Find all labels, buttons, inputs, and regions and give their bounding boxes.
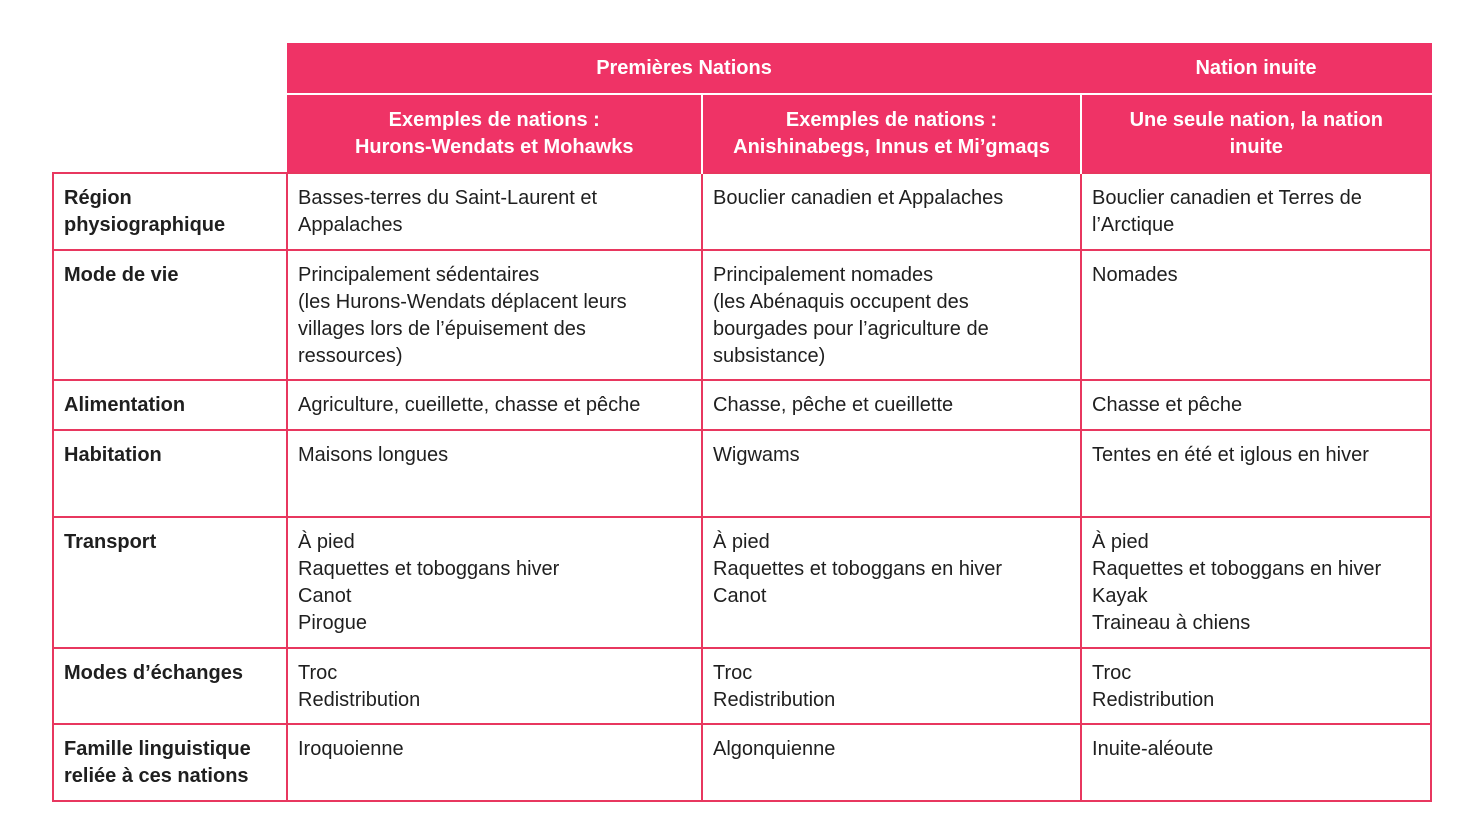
- row-label: Famille linguistique reliée à ces nations: [53, 724, 287, 801]
- table-cell: Troc Redistribution: [1081, 648, 1431, 724]
- table-cell: Basses-terres du Saint-Laurent et Appalaches: [287, 173, 702, 250]
- comparison-table: [52, 43, 1432, 802]
- table-cell: À pied Raquettes et toboggans en hiver Kayak Traineau à chiens: [1081, 517, 1431, 648]
- table-cell: Algonquienne: [702, 724, 1081, 801]
- table-cell: À pied Raquettes et toboggans en hiver Canot: [702, 517, 1081, 648]
- sub-header-2: Exemples de nations : Anishinabegs, Innus et Mi’gmaqs: [702, 94, 1081, 173]
- table-cell: Iroquoienne: [287, 724, 702, 801]
- table-cell: Agriculture, cueillette, chasse et pêche: [287, 380, 702, 430]
- corner-blank: [53, 43, 287, 173]
- table-cell: Principalement nomades (les Abénaquis occupent des bourgades pour l’agriculture de subsistance): [702, 250, 1081, 380]
- row-famille-linguistique: [53, 724, 1431, 801]
- row-label: Alimentation: [53, 380, 287, 430]
- sub-header-3: Une seule nation, la nation inuite: [1081, 94, 1431, 173]
- row-region: [53, 173, 1431, 250]
- row-label: Région physiographique: [53, 173, 287, 250]
- table-cell: Troc Redistribution: [287, 648, 702, 724]
- table-cell: Chasse, pêche et cueillette: [702, 380, 1081, 430]
- row-transport: [53, 517, 1431, 648]
- row-habitation: [53, 430, 1431, 517]
- row-label: Modes d’échanges: [53, 648, 287, 724]
- row-label: Habitation: [53, 430, 287, 517]
- table-cell: Wigwams: [702, 430, 1081, 517]
- row-label: Transport: [53, 517, 287, 648]
- table-cell: Inuite-aléoute: [1081, 724, 1431, 801]
- row-mode-de-vie: [53, 250, 1431, 380]
- table-cell: Tentes en été et iglous en hiver: [1081, 430, 1431, 517]
- row-label: Mode de vie: [53, 250, 287, 380]
- group-header-inuit: Nation inuite: [1081, 43, 1431, 94]
- table-cell: Bouclier canadien et Terres de l’Arctique: [1081, 173, 1431, 250]
- table-cell: Troc Redistribution: [702, 648, 1081, 724]
- row-modes-echanges: [53, 648, 1431, 724]
- table-cell: Principalement sédentaires (les Hurons-Wendats déplacent leurs villages lors de l’épuisement des ressources): [287, 250, 702, 380]
- group-header-first-nations: Premières Nations: [287, 43, 1081, 94]
- table-cell: Chasse et pêche: [1081, 380, 1431, 430]
- row-alimentation: [53, 380, 1431, 430]
- table-cell: Nomades: [1081, 250, 1431, 380]
- table-cell: À pied Raquettes et toboggans hiver Canot Pirogue: [287, 517, 702, 648]
- table-cell: Maisons longues: [287, 430, 702, 517]
- sub-header-1: Exemples de nations : Hurons-Wendats et Mohawks: [287, 94, 702, 173]
- table-cell: Bouclier canadien et Appalaches: [702, 173, 1081, 250]
